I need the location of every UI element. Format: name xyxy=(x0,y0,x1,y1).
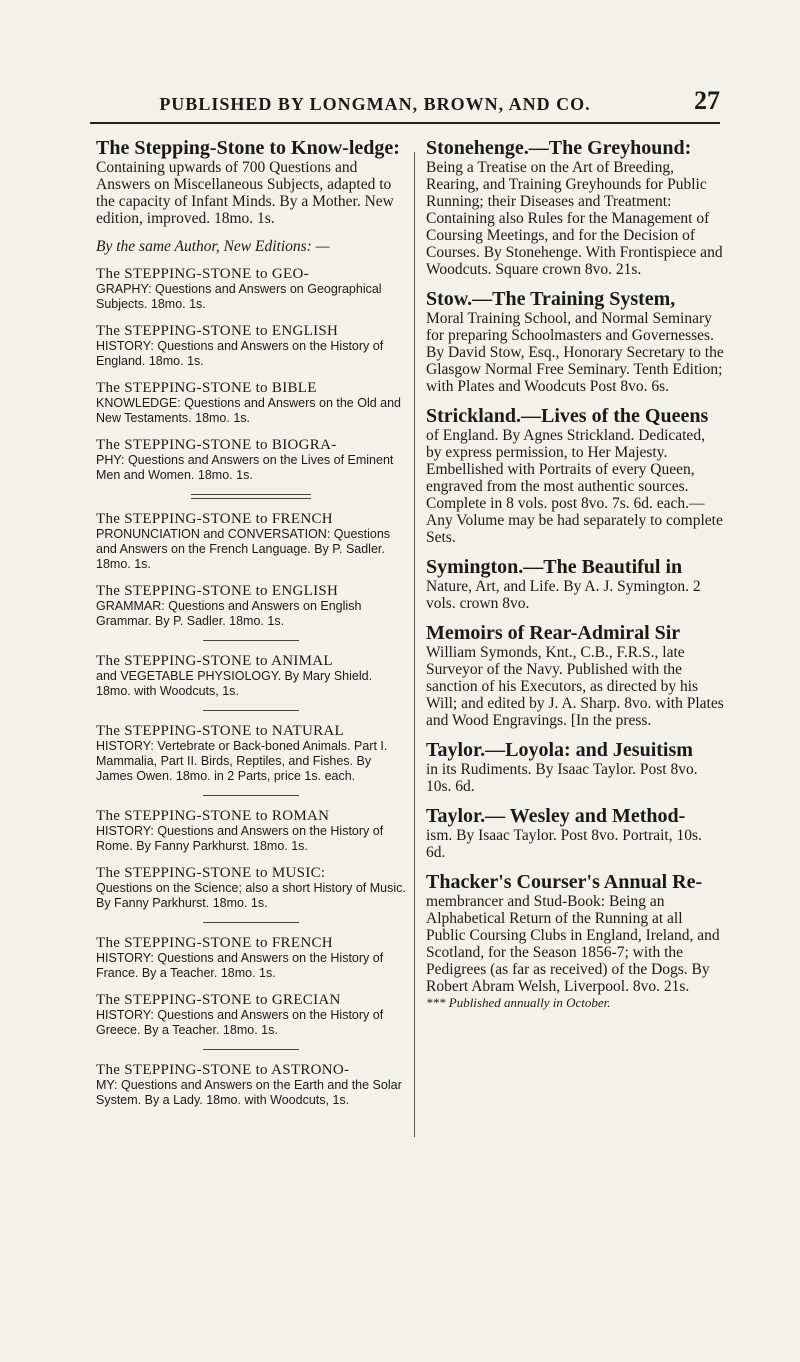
section-divider xyxy=(203,640,299,641)
entry-body: HISTORY: Questions and Answers on the History of England. 18mo. 1s. xyxy=(96,339,384,368)
entry-coursers-annual xyxy=(426,872,724,1010)
entry-beautiful xyxy=(426,557,724,612)
entry-natural-history xyxy=(96,723,406,784)
entry-title: The STEPPING-STONE to ASTRONO- xyxy=(96,1062,350,1078)
entry-stepping-stone-knowledge xyxy=(96,138,406,227)
entry-body: Questions on the Science; also a short History of Music. By Fanny Parkhurst. 18mo. 1s. xyxy=(96,881,406,910)
entry-title: The STEPPING-STONE to ANIMAL xyxy=(96,653,333,669)
entry-body: Nature, Art, and Life. By A. J. Symington. 2 vols. crown 8vo. xyxy=(426,578,701,612)
publisher-title: PUBLISHED BY LONGMAN, BROWN, AND CO. xyxy=(159,94,591,114)
entry-french-history xyxy=(96,935,406,981)
entry-memoirs-symonds xyxy=(426,623,724,729)
entry-title: The STEPPING-STONE to MUSIC: xyxy=(96,865,326,881)
column-rule xyxy=(414,152,415,1137)
entry-title: The STEPPING-STONE to ENGLISH xyxy=(96,323,339,339)
entry-body: ism. By Isaac Taylor. Post 8vo. Portrait, 10s. 6d. xyxy=(426,827,702,861)
entry-body: PRONUNCIATION and CONVERSATION: Questions and Answers on the French Language. By P. Sadler. 18mo. 1s. xyxy=(96,527,391,571)
entry-english-grammar xyxy=(96,583,406,629)
entry-title: The STEPPING-STONE to NATURAL xyxy=(96,723,345,739)
entry-headline: Thacker's Courser's Annual Re- xyxy=(426,871,703,893)
entry-bible xyxy=(96,380,406,426)
entry-grecian-history xyxy=(96,992,406,1038)
entry-note: *** Published annually in October. xyxy=(426,995,611,1010)
entry-body: in its Rudiments. By Isaac Taylor. Post 8vo. 10s. 6d. xyxy=(426,761,698,795)
entry-title: The STEPPING-STONE to GRECIAN xyxy=(96,992,341,1008)
entry-headline: Stonehenge.—The Greyhound: xyxy=(426,137,692,159)
entry-body: and VEGETABLE PHYSIOLOGY. By Mary Shield. 18mo. with Woodcuts, 1s. xyxy=(96,669,373,698)
entry-body: HISTORY: Questions and Answers on the History of Rome. By Fanny Parkhurst. 18mo. 1s. xyxy=(96,824,384,853)
entry-headline: The Stepping-Stone to Know-ledge: xyxy=(96,137,400,159)
entry-body: Being a Treatise on the Art of Breeding, Rearing, and Training Greyhounds for Public Running; their Diseases and Treatment: Containing also Rules for the Management of Coursing Meetings, and for the Decision of Courses. By Stonehenge. With Frontispiece and Woodcuts. Square crown 8vo. 21s. xyxy=(426,159,723,278)
entry-body: Containing upwards of 700 Questions and Answers on Miscellaneous Subjects, adapted to the capacity of Infant Minds. By a Mother. New edition, improved. 18mo. 1s. xyxy=(96,159,394,227)
section-divider xyxy=(203,710,299,711)
entry-headline: Symington.—The Beautiful in xyxy=(426,556,683,578)
entry-title: The STEPPING-STONE to BIOGRA- xyxy=(96,437,337,453)
entry-title: The STEPPING-STONE to ENGLISH xyxy=(96,583,339,599)
entry-title: The STEPPING-STONE to FRENCH xyxy=(96,935,333,951)
entry-loyola xyxy=(426,740,724,795)
section-divider xyxy=(191,494,311,499)
entry-training-system xyxy=(426,289,724,395)
entry-title: The STEPPING-STONE to GEO- xyxy=(96,266,309,282)
left-column xyxy=(96,138,406,1119)
entry-body: HISTORY: Questions and Answers on the History of France. By a Teacher. 18mo. 1s. xyxy=(96,951,384,980)
section-divider xyxy=(203,922,299,923)
entry-body: GRAMMAR: Questions and Answers on English Grammar. By P. Sadler. 18mo. 1s. xyxy=(96,599,362,628)
entry-greyhound xyxy=(426,138,724,278)
entry-physiology xyxy=(96,653,406,699)
page-header xyxy=(90,86,720,124)
entry-title: The STEPPING-STONE to FRENCH xyxy=(96,511,333,527)
entry-body: of England. By Agnes Strickland. Dedicated, by express permission, to Her Majesty. Embellished with Portraits of every Queen, engraved from the most authentic sources. Complete in 8 vols. post 8vo. 7s. 6d. each.—Any Volume may be had separately to complete Sets. xyxy=(426,427,723,546)
page-number: 27 xyxy=(694,86,720,115)
entry-body: HISTORY: Questions and Answers on the History of Greece. By a Teacher. 18mo. 1s. xyxy=(96,1008,384,1037)
entry-roman-history xyxy=(96,808,406,854)
entry-english-history xyxy=(96,323,406,369)
entry-french-pronunciation xyxy=(96,511,406,572)
same-author-note: By the same Author, New Editions: — xyxy=(96,238,330,255)
entry-body: PHY: Questions and Answers on the Lives of Eminent Men and Women. 18mo. 1s. xyxy=(96,453,394,482)
entry-body: HISTORY: Vertebrate or Back-boned Animals. Part I. Mammalia, Part II. Birds, Reptiles, and Fishes. By James Owen. 18mo. in 2 Parts, price 1s. each. xyxy=(96,739,388,783)
entry-body: GRAPHY: Questions and Answers on Geographical Subjects. 18mo. 1s. xyxy=(96,282,382,311)
entry-body: KNOWLEDGE: Questions and Answers on the Old and New Testaments. 18mo. 1s. xyxy=(96,396,402,425)
entry-headline: Taylor.— Wesley and Method- xyxy=(426,805,686,827)
entry-lives-of-queens xyxy=(426,406,724,546)
section-divider xyxy=(203,795,299,796)
entry-body: MY: Questions and Answers on the Earth and the Solar System. By a Lady. 18mo. with Woodcuts, 1s. xyxy=(96,1078,402,1107)
entry-headline: Stow.—The Training System, xyxy=(426,288,676,310)
entry-title: The STEPPING-STONE to BIBLE xyxy=(96,380,317,396)
entry-title: The STEPPING-STONE to ROMAN xyxy=(96,808,330,824)
entry-body: membrancer and Stud-Book: Being an Alphabetical Return of the Running at all Public Coursing Clubs in England, Ireland, and Scotland, for the Season 1856-7; with the Pedigrees (as far as received) of the Dogs. By Robert Abram Welsh, Liverpool. 8vo. 21s. xyxy=(426,893,720,995)
right-column xyxy=(426,138,724,1021)
entry-headline: Memoirs of Rear-Admiral Sir xyxy=(426,622,681,644)
entry-music xyxy=(96,865,406,911)
entry-headline: Taylor.—Loyola: and Jesuitism xyxy=(426,739,693,761)
entry-geography xyxy=(96,266,406,312)
section-divider xyxy=(203,1049,299,1050)
entry-astronomy xyxy=(96,1062,406,1108)
entry-body: Moral Training School, and Normal Seminary for preparing Schoolmasters and Governesses. By David Stow, Esq., Honorary Secretary to the Glasgow Normal Free Seminary. Tenth Edition; with Plates and Woodcuts Post 8vo. 6s. xyxy=(426,310,724,395)
entry-headline: Strickland.—Lives of the Queens xyxy=(426,405,709,427)
entry-body: William Symonds, Knt., C.B., F.R.S., late Surveyor of the Navy. Published with the sanction of his Executors, as directed by his Will; and edited by J. A. Sharp. 8vo. with Plates and Wood Engravings. [In the press. xyxy=(426,644,724,729)
entry-wesley xyxy=(426,806,724,861)
entry-biography xyxy=(96,437,406,483)
